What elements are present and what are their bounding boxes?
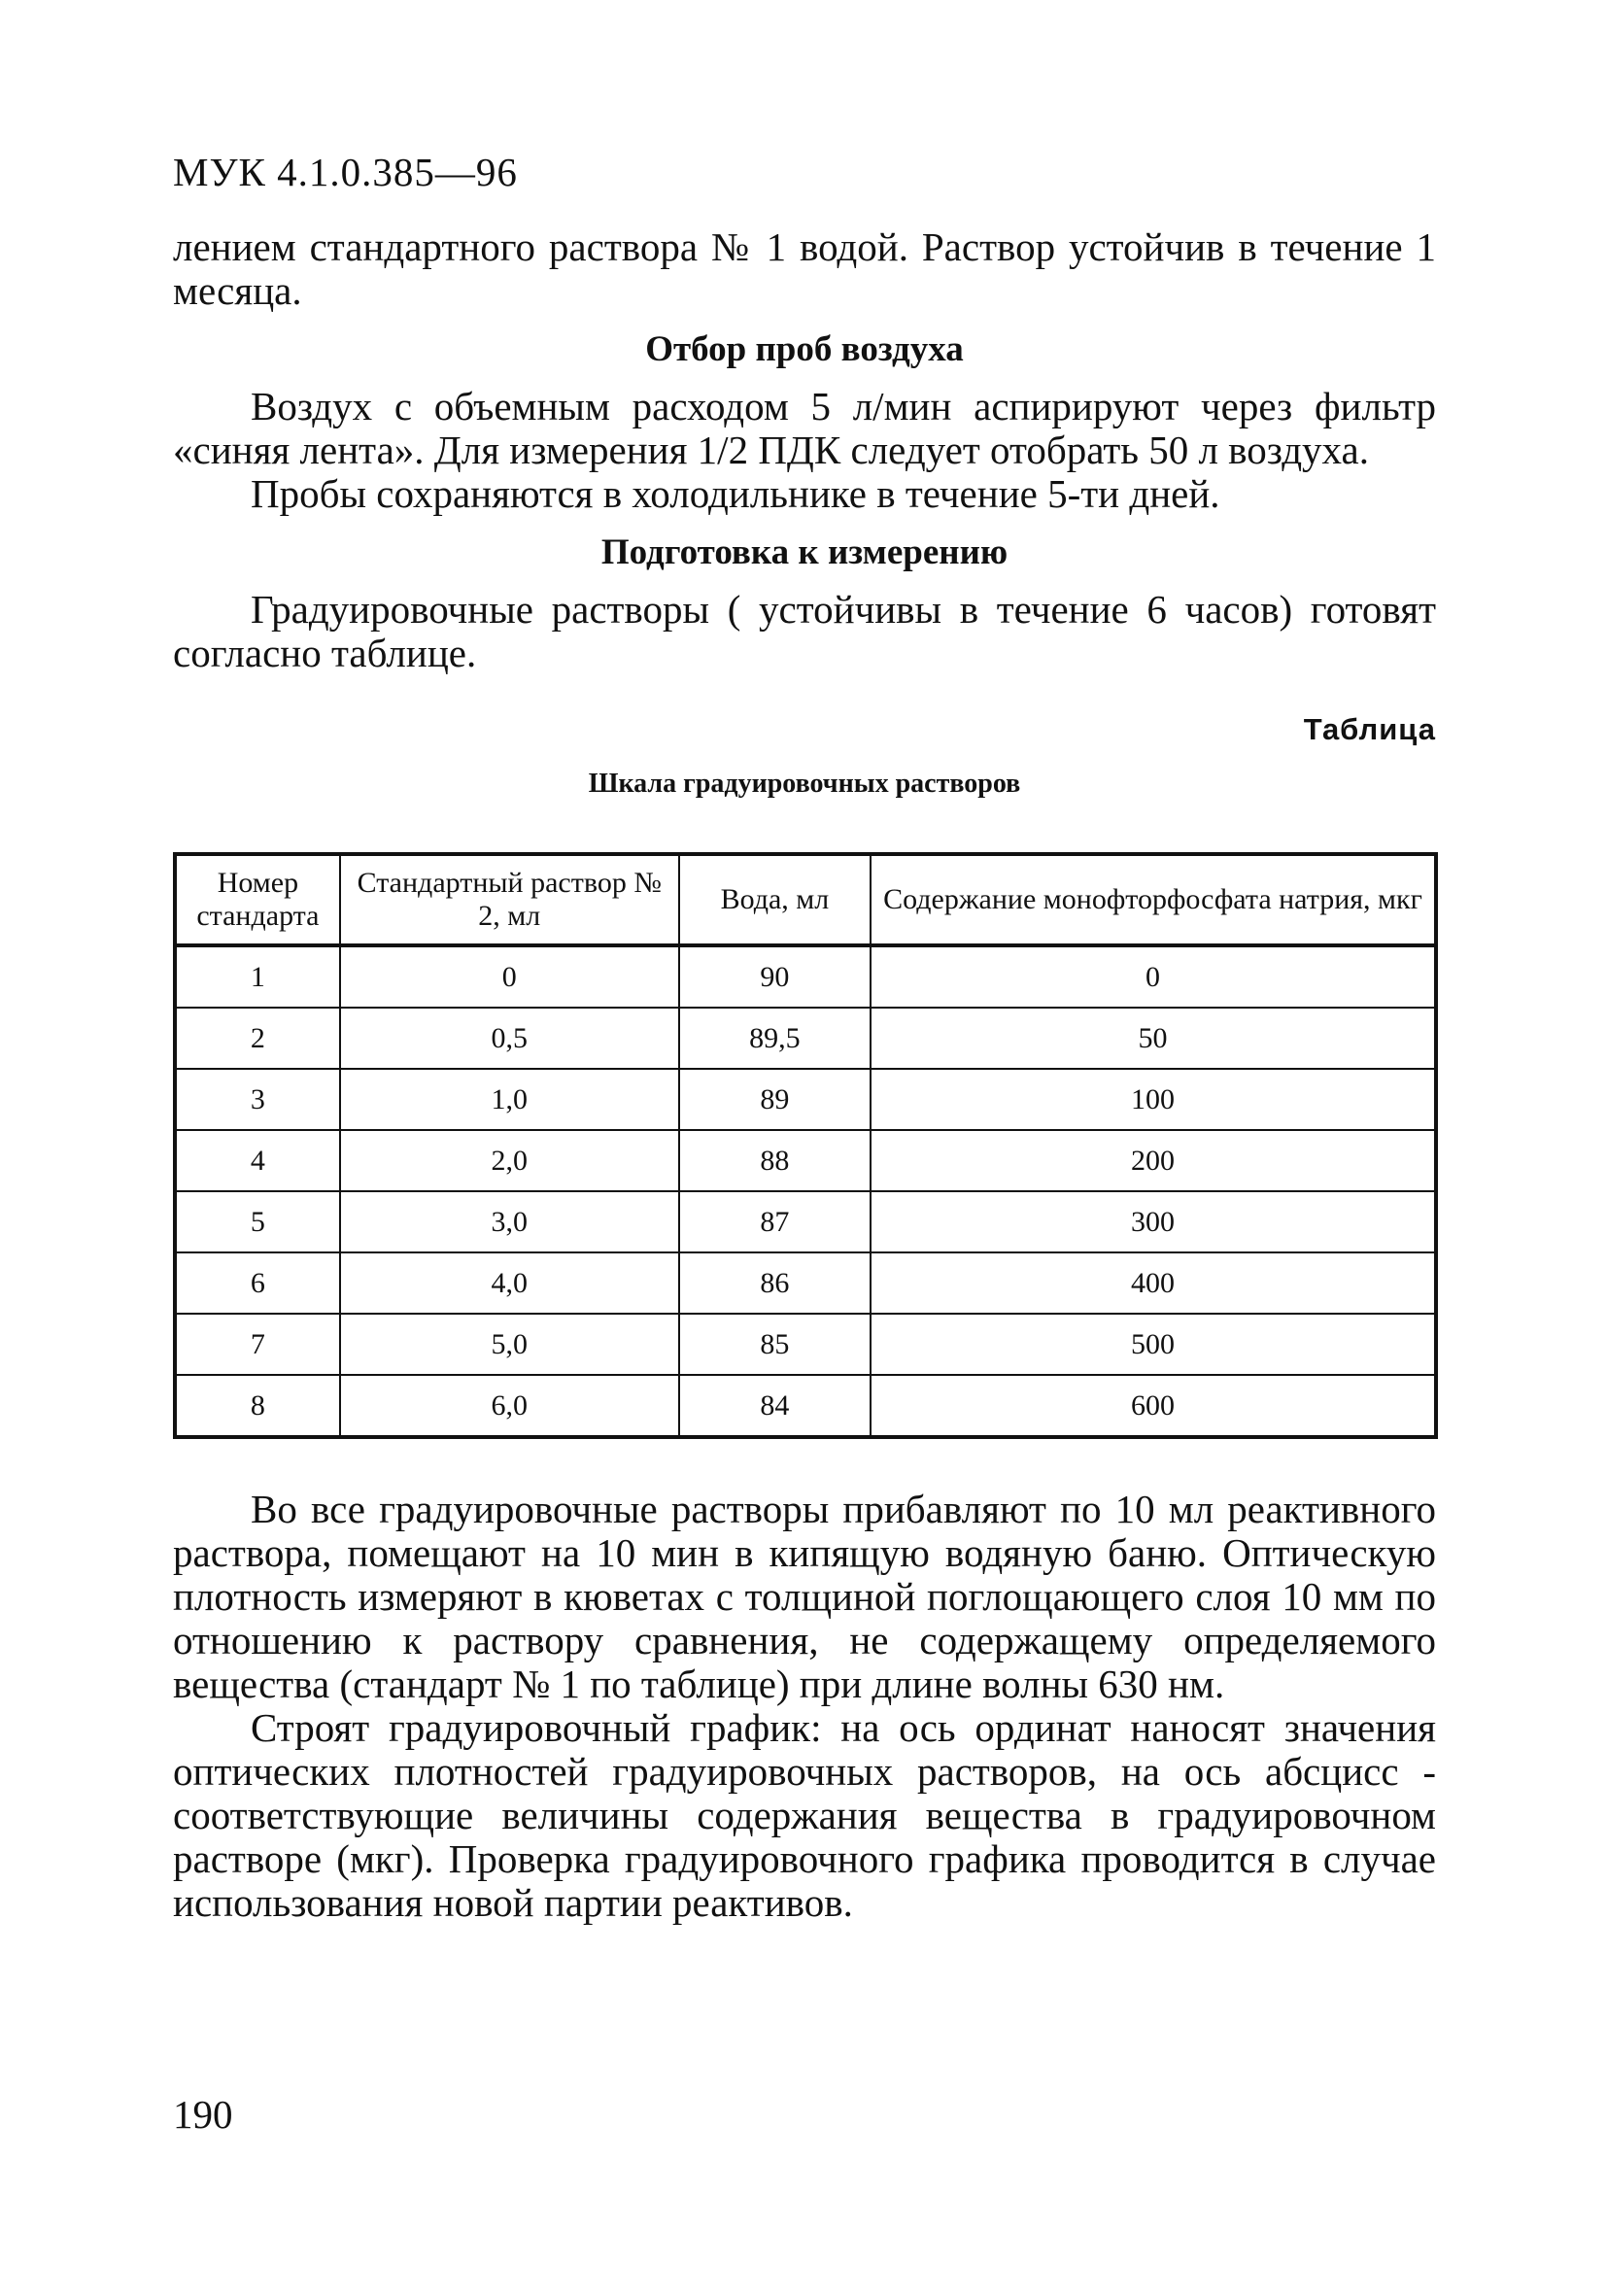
cell-water: 84 (679, 1375, 871, 1437)
table-row (175, 945, 1436, 1008)
cell-standard-number: 3 (175, 1069, 340, 1130)
cell-content: 50 (871, 1008, 1436, 1069)
cell-content: 400 (871, 1252, 1436, 1314)
table-body (175, 945, 1436, 1437)
cell-water: 89,5 (679, 1008, 871, 1069)
cell-standard-solution: 2,0 (340, 1130, 679, 1191)
intro-paragraph: лением стандартного раствора № 1 водой. Раствор устойчив в течение 1 месяца. (173, 224, 1436, 313)
cell-content: 500 (871, 1314, 1436, 1375)
cell-standard-number: 7 (175, 1314, 340, 1375)
cell-standard-solution: 4,0 (340, 1252, 679, 1314)
table-row (175, 1069, 1436, 1130)
table-row (175, 1130, 1436, 1191)
table-row (175, 1008, 1436, 1069)
table-row (175, 1191, 1436, 1252)
sample-storage-paragraph: Пробы сохраняются в холодильнике в течение 5-ти дней. (251, 471, 1220, 516)
cell-standard-solution: 0 (340, 945, 679, 1008)
cell-water: 85 (679, 1314, 871, 1375)
cell-water: 89 (679, 1069, 871, 1130)
calibration-graph-paragraph: Строят градуировочный график: на ось ординат наносят значения оптических плотностей градуировочных растворов, на ось абсцисс - соответствующие величины содержания вещества в градуировочном растворе (мкг). Проверка градуировочного графика проводится в случае использования новой партии реактивов. (173, 1705, 1436, 1925)
table-row (175, 1314, 1436, 1375)
cell-content: 100 (871, 1069, 1436, 1130)
cell-standard-number: 4 (175, 1130, 340, 1191)
table-row (175, 1252, 1436, 1314)
cell-water: 90 (679, 945, 871, 1008)
calibration-solutions-paragraph: Градуировочные растворы ( устойчивы в течение 6 часов) готовят согласно таблице. (173, 587, 1436, 675)
cell-standard-solution: 0,5 (340, 1008, 679, 1069)
cell-standard-number: 2 (175, 1008, 340, 1069)
reagent-addition-paragraph: Во все градуировочные растворы прибавляют по 10 мл реактивного раствора, помещают на 10 мин в кипящую водяную баню. Оптическую плотность измеряют в кюветах с толщиной поглощающего слоя 10 мм по отношению к раствору сравнения, не содержащему определяемого вещества (стандарт № 1 по таблице) при длине волны 630 нм. (173, 1487, 1436, 1706)
cell-content: 600 (871, 1375, 1436, 1437)
cell-water: 88 (679, 1130, 871, 1191)
cell-standard-solution: 1,0 (340, 1069, 679, 1130)
air-sampling-paragraph: Воздух с объемным расходом 5 л/мин аспирируют через фильтр «синяя лента». Для измерения 1/2 ПДК следует отобрать 50 л воздуха. (173, 384, 1436, 472)
header-content: Содержание монофторфосфата натрия, мкг (871, 854, 1436, 945)
cell-standard-solution: 6,0 (340, 1375, 679, 1437)
cell-standard-number: 5 (175, 1191, 340, 1252)
table-title: Шкала градуировочных растворов (588, 769, 1021, 799)
header-standard-number: Номер стандарта (175, 854, 340, 945)
cell-content: 0 (871, 945, 1436, 1008)
table-label: Таблица (1303, 712, 1436, 746)
section-heading-air-sampling: Отбор проб воздуха (645, 329, 964, 369)
section-heading-measurement-prep: Подготовка к измерению (600, 532, 1009, 572)
header-standard-solution: Стандартный раствор № 2, мл (340, 854, 679, 945)
cell-standard-number: 8 (175, 1375, 340, 1437)
cell-content: 300 (871, 1191, 1436, 1252)
calibration-table (173, 852, 1438, 1439)
table-header-row (175, 854, 1436, 945)
cell-standard-number: 1 (175, 945, 340, 1008)
cell-water: 87 (679, 1191, 871, 1252)
cell-standard-number: 6 (175, 1252, 340, 1314)
cell-standard-solution: 3,0 (340, 1191, 679, 1252)
page-number: 190 (173, 2092, 233, 2137)
document-code-header: МУК 4.1.0.385—96 (173, 150, 518, 194)
cell-water: 86 (679, 1252, 871, 1314)
cell-content: 200 (871, 1130, 1436, 1191)
page-content (173, 225, 1436, 1925)
header-water: Вода, мл (679, 854, 871, 945)
table-row (175, 1375, 1436, 1437)
cell-standard-solution: 5,0 (340, 1314, 679, 1375)
